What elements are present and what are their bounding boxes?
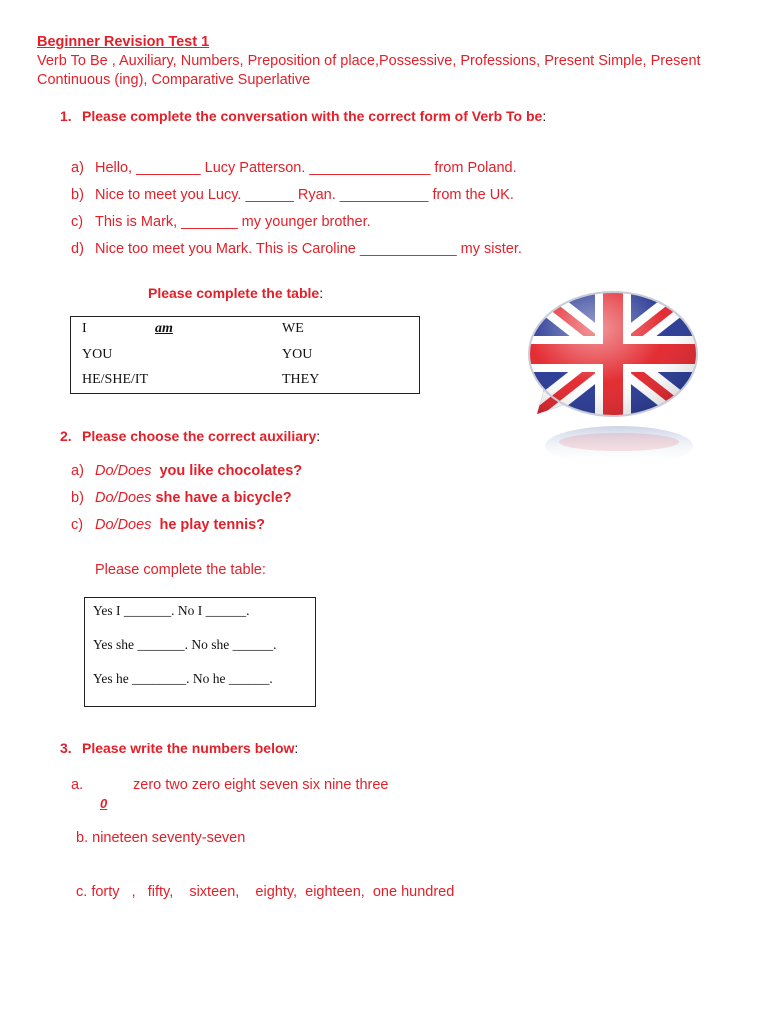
table-row: Yes she _______. No she ______. [93,637,277,652]
item-text: forty , fifty, sixteen, eighty, eighteen, one hundred [91,884,455,900]
section2-colon: : [316,428,321,444]
table-cell-pronoun: YOU [82,347,113,362]
table-heading-text: Please complete the table [148,285,320,301]
item-choice: Do/Does [95,490,152,506]
section3-item-a-text: zero two zero eight seven six nine three [133,777,389,793]
table-cell-answer: am [155,321,173,336]
item-text: Nice too meet you Mark. This is Caroline ____________ my sister. [95,241,522,257]
item-label: a) [71,160,84,176]
section1-heading [60,108,546,124]
table-cell-pronoun: I [82,321,87,336]
item-label: c. [76,884,88,900]
section3-number: 3. [60,740,72,756]
union-jack-speech-bubble-icon [527,286,699,478]
worksheet-title: Beginner Revision Test 1 [37,34,210,50]
item-text: you like chocolates? [159,463,303,479]
auxiliary-table [84,597,316,707]
item-choice: Do/Does [95,517,152,533]
item-label: c) [71,517,84,533]
table-cell-pronoun: HE/SHE/IT [82,372,149,387]
item-label: d) [71,241,84,257]
item-text: he play tennis? [159,517,266,533]
table-row: Yes he ________. No he ______. [93,671,273,686]
section1-item-d [71,241,522,257]
table-cell-pronoun: THEY [282,372,320,387]
section3-heading-text: Please write the numbers below [82,740,295,756]
section2-number: 2. [60,428,72,444]
section2-heading-text: Please choose the correct auxiliary [82,428,317,444]
section3-item-c [76,884,454,900]
section1-table-heading [148,285,323,301]
item-text: nineteen seventy-seven [92,830,246,846]
item-text: This is Mark, _______ my younger brother. [95,214,371,230]
section3-colon: : [294,740,299,756]
section3-item-a-label: a. [71,777,84,793]
table-cell-pronoun: WE [282,321,304,336]
section1-heading-text: Please complete the conversation with the correct form of Verb To be [82,108,543,124]
section2-heading [60,428,320,444]
table-cell-pronoun: YOU [282,347,313,362]
item-label: a) [71,463,84,479]
section2-item-a [71,463,302,479]
section1-colon: : [542,108,547,124]
section1-item-a [71,160,517,176]
section2-table-heading: Please complete the table: [95,562,266,578]
section2-item-b [71,490,292,506]
item-text: Hello, ________ Lucy Patterson. _______________ from Poland. [95,160,517,176]
item-text: Nice to meet you Lucy. ______ Ryan. ___________ from the UK. [95,187,514,203]
section3-item-a-answer: 0 [100,796,108,811]
item-label: b. [76,830,89,846]
section1-item-b [71,187,514,203]
item-label: b) [71,490,84,506]
section3-heading [60,740,298,756]
item-choice: Do/Does [95,463,152,479]
table-heading-colon: : [319,285,324,301]
section1-item-c [71,214,371,230]
item-label: b) [71,187,84,203]
section1-number: 1. [60,108,72,124]
item-label: c) [71,214,84,230]
item-text: she have a bicycle? [155,490,292,506]
table-row: Yes I _______. No I ______. [93,603,250,618]
verb-to-be-table [70,316,420,394]
section2-item-c [71,517,265,533]
worksheet-subtitle: Verb To Be , Auxiliary, Numbers, Preposition of place,Possessive, Professions, Present Simple, Present Continuous (ing), Comparative Superlative [37,53,701,88]
section3-item-b [76,830,245,846]
